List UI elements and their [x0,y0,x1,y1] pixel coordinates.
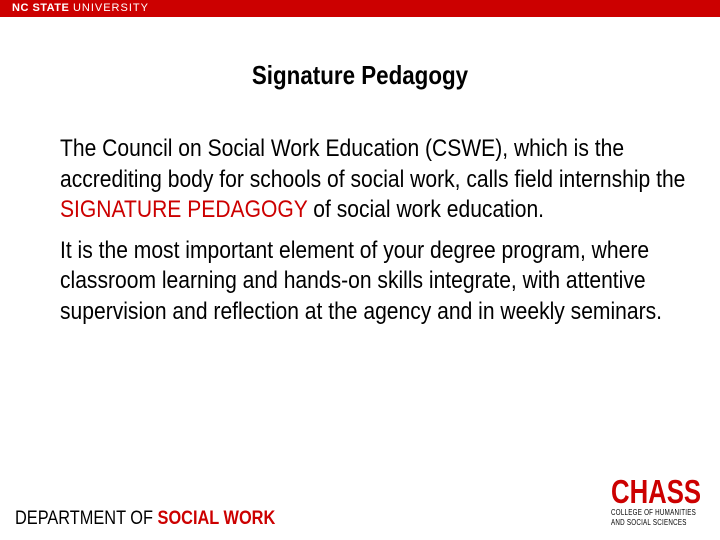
paragraph-1-before: The Council on Social Work Education (CSWE), which is the accrediting body for schools of social work, calls field internship the [60,135,686,193]
department-prefix: DEPARTMENT OF [15,508,158,529]
brand-light-text: UNIVERSITY [72,2,149,14]
slide-body [60,134,686,327]
nc-state-logo [12,2,149,15]
brand-bold-text: NC STATE [12,2,70,14]
paragraph-1-after: of social work education. [307,196,545,223]
paragraph-1 [60,134,692,226]
chass-title: CHASS [611,473,702,510]
chass-line-1: COLLEGE OF HUMANITIES [611,508,697,517]
department-highlight: SOCIAL WORK [157,508,276,529]
signature-pedagogy-highlight: SIGNATURE PEDAGOGY [60,196,308,223]
chass-line-2: AND SOCIAL SCIENCES [611,518,687,527]
department-label [15,508,275,530]
paragraph-2: It is the most important element of your degree program, where classroom learning and hands-on skills integrate, with attentive supervision and reflection at the agency and in weekly seminars. [60,236,662,325]
slide-title: Signature Pedagogy [251,60,469,90]
chass-logo [611,473,711,528]
top-brand-bar [0,0,720,17]
